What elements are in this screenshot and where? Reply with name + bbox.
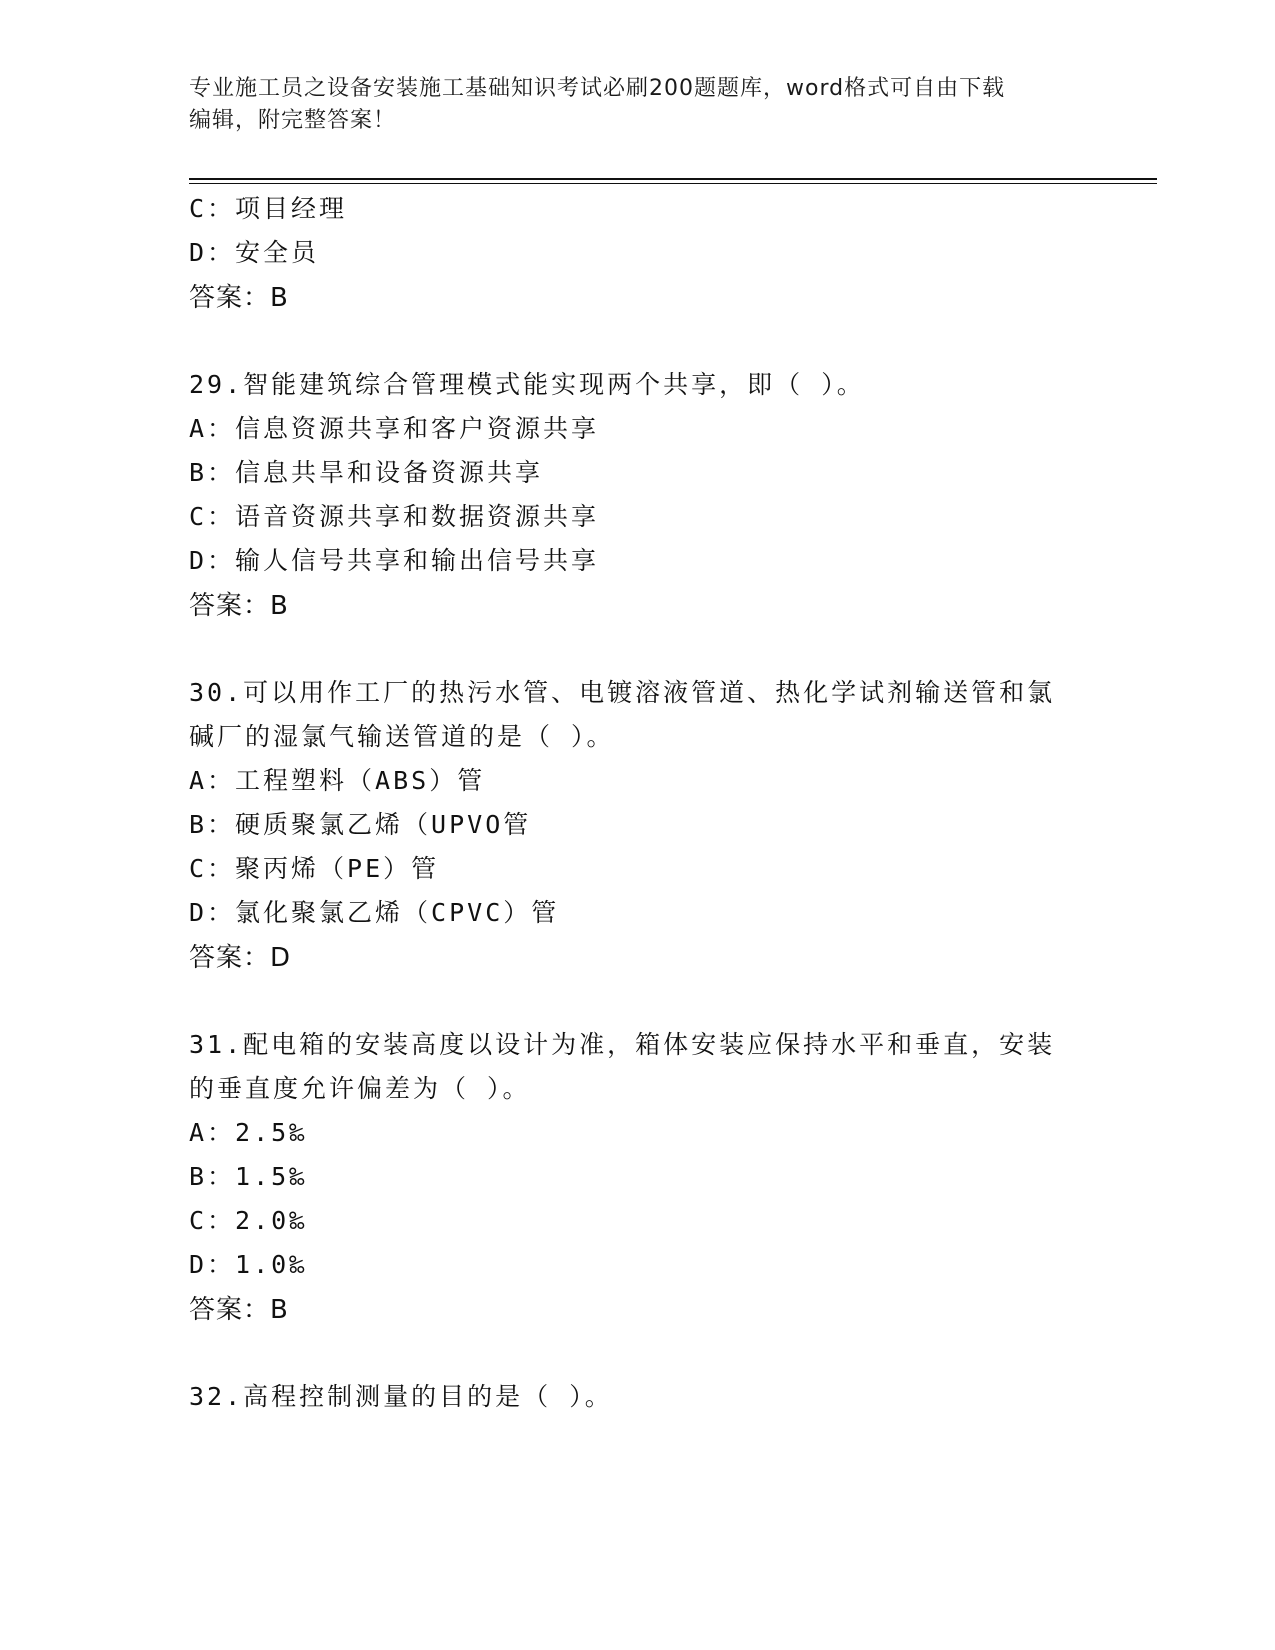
q32-question: 32.高程控制测量的目的是（ ）。 — [189, 1382, 613, 1411]
q30-question-line-2: 碱厂的湿氯气输送管道的是（ ）。 — [189, 722, 615, 751]
q30-answer: 答案：D — [189, 943, 292, 973]
q29-option-b: B：信息共旱和设备资源共享 — [189, 458, 544, 487]
document-header — [189, 73, 1069, 137]
q30-option-c: C：聚丙烯（PE）管 — [189, 854, 440, 883]
q31-question-line-1: 31.配电箱的安装高度以设计为准，箱体安装应保持水平和垂直，安装 — [189, 1030, 1056, 1059]
q28-answer: 答案：B — [189, 283, 289, 313]
q28-option-d: D：安全员 — [189, 238, 320, 267]
q29-answer: 答案：B — [189, 591, 289, 621]
header-line-1: 专业施工员之设备安装施工基础知识考试必刷200题题库，word格式可自由下载 — [189, 76, 1006, 101]
q30-option-d: D：氯化聚氯乙烯（CPVC）管 — [189, 898, 560, 927]
q29-option-c: C：语音资源共享和数据资源共享 — [189, 502, 600, 531]
header-line-2: 编辑，附完整答案！ — [189, 108, 397, 133]
q31-option-d: D：1.0‰ — [189, 1250, 308, 1279]
q28-option-c: C：项目经理 — [189, 194, 348, 223]
q31-option-b: B：1.5‰ — [189, 1162, 308, 1191]
q29-option-a: A：信息资源共享和客户资源共享 — [189, 414, 600, 443]
q30-option-a: A：工程塑料（ABS）管 — [189, 766, 486, 795]
header-rule-thick — [189, 178, 1157, 180]
q31-answer: 答案：B — [189, 1295, 289, 1325]
q29-option-d: D：输人信号共享和输出信号共享 — [189, 546, 600, 575]
q29-question: 29.智能建筑综合管理模式能实现两个共享，即（ ）。 — [189, 370, 865, 399]
header-rule-thin — [189, 183, 1157, 184]
q30-option-b: B：硬质聚氯乙烯（UPVO管 — [189, 810, 532, 839]
q30-question-line-1: 30.可以用作工厂的热污水管、电镀溶液管道、热化学试剂输送管和氯 — [189, 678, 1056, 707]
q31-option-a: A：2.5‰ — [189, 1118, 308, 1147]
q31-question-line-2: 的垂直度允许偏差为（ ）。 — [189, 1074, 531, 1103]
q31-option-c: C：2.0‰ — [189, 1206, 308, 1235]
